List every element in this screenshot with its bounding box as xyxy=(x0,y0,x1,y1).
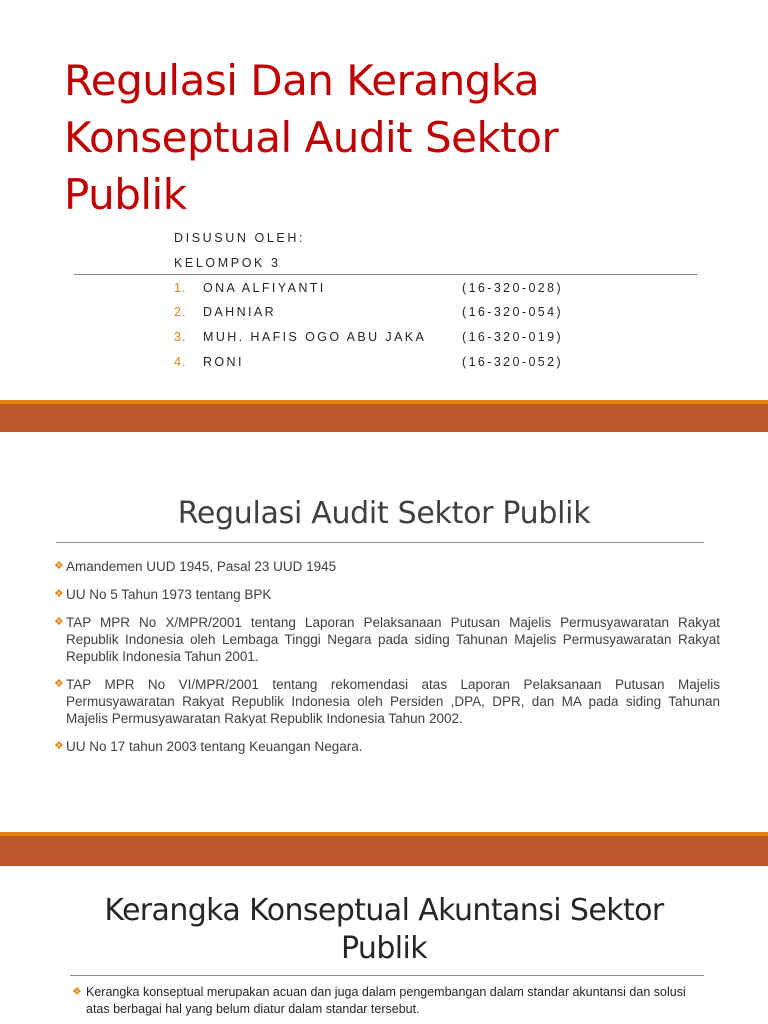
title-divider xyxy=(70,975,704,976)
member-row xyxy=(174,305,563,325)
diamond-bullet-icon: ❖ xyxy=(72,986,82,998)
group-label: KELOMPOK 3 xyxy=(174,256,281,270)
list-item xyxy=(54,558,720,575)
slide-divider-band xyxy=(0,404,768,432)
slide1-title-line: Publik xyxy=(64,170,187,219)
list-item xyxy=(54,586,720,603)
member-id: (16-320-052) xyxy=(462,355,564,369)
member-id: (16-320-028) xyxy=(462,281,564,295)
member-name: DAHNIAR xyxy=(203,305,277,319)
member-name: ONA ALFIYANTI xyxy=(203,281,326,295)
slide3-title xyxy=(0,892,768,968)
member-row xyxy=(174,355,563,375)
prepared-by-label: DISUSUN OLEH: xyxy=(174,231,306,245)
slide3-body xyxy=(72,984,686,1018)
slide-title xyxy=(0,0,768,400)
title-divider xyxy=(74,274,698,275)
slide1-title-line: Regulasi Dan Kerangka xyxy=(64,56,540,105)
list-item xyxy=(54,676,720,727)
member-number: 1. xyxy=(174,281,187,295)
slide1-title xyxy=(64,52,704,223)
member-number: 3. xyxy=(174,330,187,344)
slide-regulasi xyxy=(0,432,768,832)
member-id: (16-320-054) xyxy=(462,305,564,319)
list-item-text: UU No 5 Tahun 1973 tentang BPK xyxy=(66,587,272,602)
slide3-title-line: Publik xyxy=(340,931,428,966)
member-name: MUH. HAFIS OGO ABU JAKA xyxy=(203,330,427,344)
slide1-title-line: Konseptual Audit Sektor xyxy=(64,113,559,162)
member-id: (16-320-019) xyxy=(462,330,564,344)
member-row xyxy=(174,281,563,301)
list-item-text: TAP MPR No X/MPR/2001 tentang Laporan Pelaksanaan Putusan Majelis Permusyawaratan Rakyat Republik Indonesia oleh Lembaga Tinggi Negara pada siding Tahunan Majelis Permusyawaratan Rakyat Republik Indonesia Tahun 2001. xyxy=(66,615,720,664)
list-item-text: Amandemen UUD 1945, Pasal 23 UUD 1945 xyxy=(66,559,337,574)
title-divider xyxy=(56,542,704,543)
member-number: 2. xyxy=(174,305,187,319)
diamond-bullet-icon: ❖ xyxy=(54,616,64,628)
member-name: RONI xyxy=(203,355,244,369)
list-item-text: UU No 17 tahun 2003 tentang Keuangan Negara. xyxy=(66,739,363,754)
member-row xyxy=(174,330,563,350)
slide3-title-line: Kerangka Konseptual Akuntansi Sektor xyxy=(104,893,664,928)
slide-kerangka xyxy=(0,866,768,1024)
diamond-bullet-icon: ❖ xyxy=(54,740,64,752)
list-item-text: TAP MPR No VI/MPR/2001 tentang rekomendasi atas Laporan Pelaksanaan Putusan Majelis Permusyawaratan Rakyat Republik Indonesia oleh Persiden ,DPA, DPR, dan MA pada siding Tahunan Majelis Permusyawaratan Rakyat Republik Indonesia Tahun 2002. xyxy=(66,677,720,726)
diamond-bullet-icon: ❖ xyxy=(54,560,64,572)
diamond-bullet-icon: ❖ xyxy=(54,588,64,600)
member-number: 4. xyxy=(174,355,187,369)
regulation-list xyxy=(54,558,720,766)
slide-divider-band xyxy=(0,836,768,866)
slide3-body-text: Kerangka konseptual merupakan acuan dan juga dalam pengembangan dalam standar akuntansi dan solusi atas berbagai hal yang belum diatur dalam standar tersebut. xyxy=(86,985,686,1016)
list-item xyxy=(54,738,720,755)
slide2-title: Regulasi Audit Sektor Publik xyxy=(177,496,591,531)
diamond-bullet-icon: ❖ xyxy=(54,678,64,690)
list-item xyxy=(54,614,720,665)
